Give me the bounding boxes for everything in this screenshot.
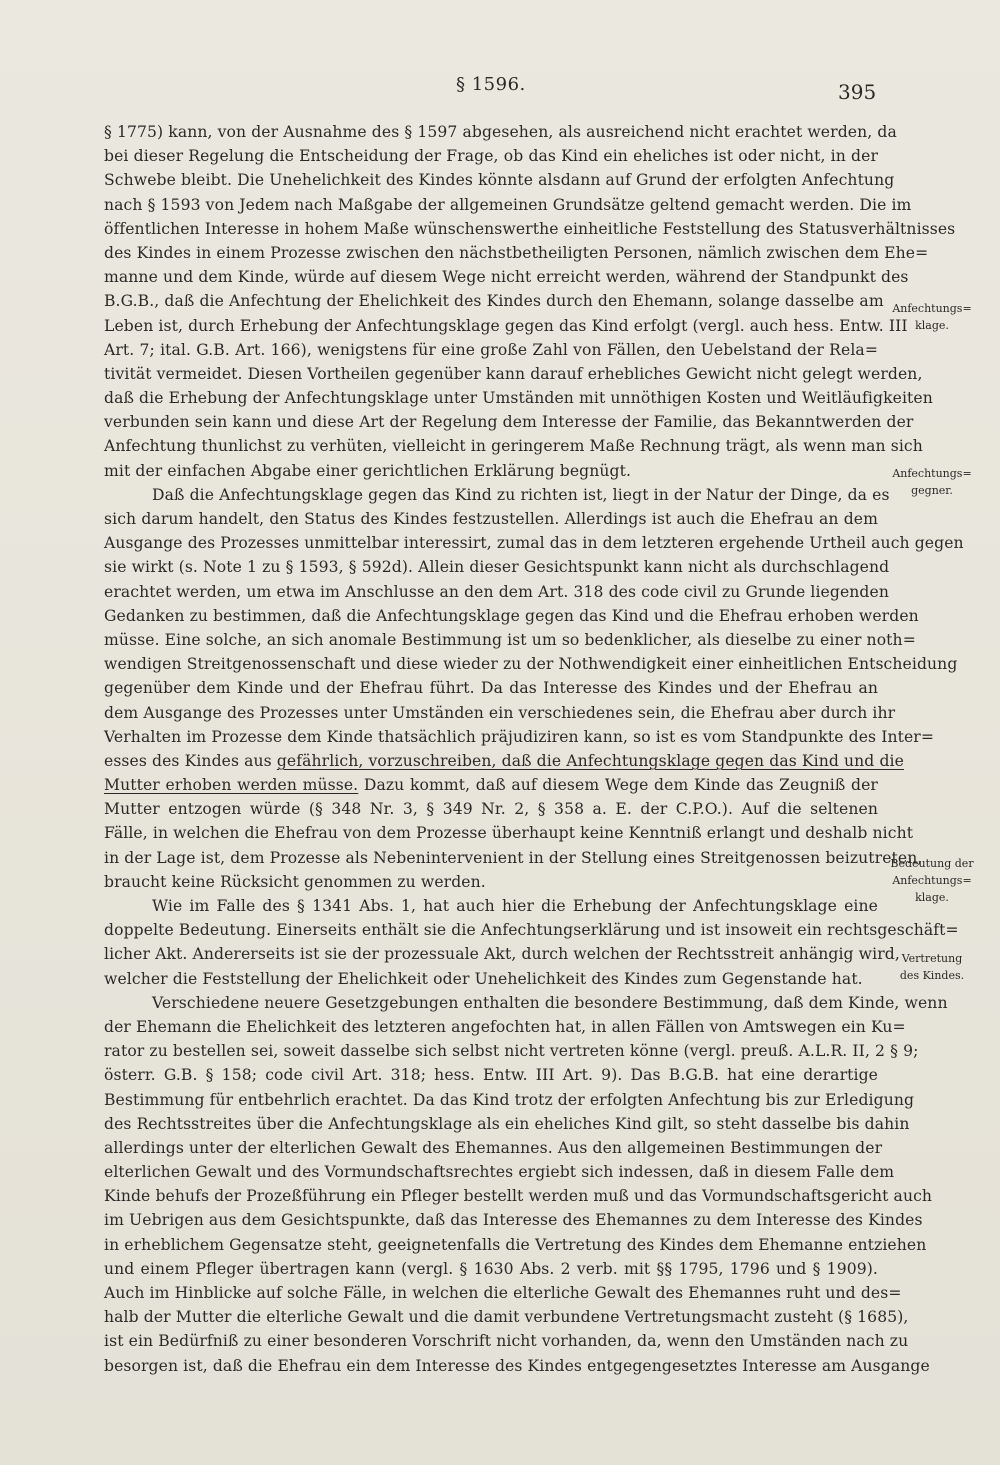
text-line: licher Akt. Andererseits ist sie der prozessuale Akt, durch welchen der Rechtsstreit anhängig wird,	[104, 945, 900, 964]
margin-note	[882, 300, 982, 334]
text-line: im Uebrigen aus dem Gesichtspunkte, daß das Interesse des Ehemannes zu dem Interesse des Kindes	[104, 1211, 923, 1230]
text-line: manne und dem Kinde, würde auf diesem Wege nicht erreicht werden, während der Standpunkt des	[104, 268, 909, 287]
text-line: welcher die Feststellung der Ehelichkeit oder Unehelichkeit des Kindes zum Gegenstande hat.	[104, 969, 863, 988]
text-line: des Kindes in einem Prozesse zwischen den nächstbetheiligten Personen, nämlich zwischen dem Ehe=	[104, 243, 929, 262]
text-line: rator zu bestellen sei, soweit dasselbe sich selbst nicht vertreten könne (vergl. preuß. A.L.R. II, 2 § 9;	[104, 1042, 919, 1061]
text-line: wendigen Streitgenossenschaft und diese wieder zu der Nothwendigkeit einer einheitlichen Entscheidung	[104, 655, 958, 674]
text-line: daß die Erhebung der Anfechtungsklage unter Umständen mit unnöthigen Kosten und Weitläufigkeiten	[104, 389, 933, 408]
underlined-passage: Mutter erhoben werden müsse.	[104, 776, 359, 795]
text-line: Verhalten im Prozesse dem Kinde thatsächlich präjudiziren kann, so ist es vom Standpunkte des Inter=	[104, 727, 935, 746]
margin-note-line: des Kindes.	[899, 969, 965, 982]
text-line: Mutter entzogen würde (§ 348 Nr. 3, § 349 Nr. 2, § 358 a. E. der C.P.O.). Auf die seltenen	[104, 800, 878, 819]
text-line: dem Ausgange des Prozesses unter Umständen ein verschiedenes sein, die Ehefrau aber durch ihr	[104, 703, 896, 722]
text-line: besorgen ist, daß die Ehefrau ein dem Interesse des Kindes entgegengesetztes Interesse am Ausgange	[104, 1356, 930, 1375]
margin-note-line: Vertretung	[901, 952, 963, 965]
text-line: nach § 1593 von Jedem nach Maßgabe der allgemeinen Grundsätze geltend gemacht werden. Die im	[104, 195, 912, 214]
text-line: braucht keine Rücksicht genommen zu werden.	[104, 872, 486, 891]
text-line: tivität vermeidet. Diesen Vortheilen gegenüber kann darauf erhebliches Gewicht nicht gelegt werden,	[104, 364, 923, 383]
text-line: B.G.B., daß die Anfechtung der Ehelichkeit des Kindes durch den Ehemann, solange dasselbe am	[104, 292, 884, 311]
text-line: mit der einfachen Abgabe einer gerichtlichen Erklärung begnügt.	[104, 461, 632, 480]
text-line: der Ehemann die Ehelichkeit des letzteren angefochten hat, in allen Fällen von Amtswegen ein Ku=	[104, 1017, 906, 1036]
text-line: Wie im Falle des § 1341 Abs. 1, hat auch hier die Erhebung der Anfechtungsklage eine	[152, 897, 878, 915]
margin-note-line: Anfechtungs=	[892, 874, 972, 887]
text-line: Verschiedene neuere Gesetzgebungen enthalten die besondere Bestimmung, daß dem Kinde, wenn	[152, 993, 948, 1012]
text-line: Fälle, in welchen die Ehefrau von dem Prozesse überhaupt keine Kenntniß erlangt und deshalb nicht	[104, 824, 914, 843]
running-head	[0, 74, 1000, 102]
margin-note	[882, 950, 982, 984]
section-heading: § 1596.	[456, 74, 526, 95]
margin-note-line: klage.	[915, 319, 949, 332]
text-line: und einem Pfleger übertragen kann (vergl. § 1630 Abs. 2 verb. mit §§ 1795, 1796 und § 1909).	[104, 1259, 878, 1278]
text-line: Art. 7; ital. G.B. Art. 166), wenigstens für eine große Zahl von Fällen, den Uebelstand der Rela=	[104, 340, 878, 359]
margin-note-line: Anfechtungs=	[892, 302, 972, 315]
text-line: in der Lage ist, dem Prozesse als Nebenintervenient in der Stellung eines Streitgenossen beizutreten,	[104, 848, 923, 867]
text-line: verbunden sein kann und diese Art der Regelung dem Interesse der Familie, das Bekanntwerden der	[104, 413, 914, 432]
text-line: esses des Kindes aus gefährlich, vorzuschreiben, daß die Anfechtungsklage gegen das Kind und die	[104, 751, 904, 770]
text-line: Ausgange des Prozesses unmittelbar interessirt, zumal das in dem letzteren ergehende Urtheil auch gegen	[104, 534, 964, 553]
text-line: elterlichen Gewalt und des Vormundschaftsrechtes ergiebt sich indessen, daß in diesem Falle dem	[104, 1163, 895, 1182]
underlined-passage: gefährlich, vorzuschreiben, daß die Anfechtungsklage gegen das Kind und die	[276, 751, 904, 770]
text-line: ist ein Bedürfniß zu einer besonderen Vorschrift nicht vorhanden, da, wenn den Umständen nach zu	[104, 1332, 909, 1351]
text-line: Anfechtung thunlichst zu verhüten, vielleicht in geringerem Maße Rechnung trägt, als wenn man sich	[104, 437, 923, 456]
text-line: österr. G.B. § 158; code civil Art. 318; hess. Entw. III Art. 9). Das B.G.B. hat eine derartige	[104, 1066, 878, 1085]
text-line: Kinde behufs der Prozeßführung ein Pfleger bestellt werden muß und das Vormundschaftsgericht auch	[104, 1187, 933, 1206]
margin-note-line: Bedeutung der	[890, 857, 974, 870]
text-line: halb der Mutter die elterliche Gewalt und die damit verbundene Vertretungsmacht zusteht (§ 1685),	[104, 1308, 909, 1327]
text-line: Gedanken zu bestimmen, daß die Anfechtungsklage gegen das Kind und die Ehefrau erhoben werden	[104, 606, 919, 625]
text-line: des Rechtsstreites über die Anfechtungsklage als ein eheliches Kind gilt, so steht dasselbe bis dahin	[104, 1114, 910, 1133]
text-line: sich darum handelt, den Status des Kindes festzustellen. Allerdings ist auch die Ehefrau an dem	[104, 510, 878, 528]
margin-note-line: gegner.	[911, 484, 953, 497]
text-line: Bestimmung für entbehrlich erachtet. Da das Kind trotz der erfolgten Anfechtung bis zur Erledigung	[104, 1090, 915, 1109]
text-line: erachtet werden, um etwa im Anschlusse an den dem Art. 318 des code civil zu Grunde liegenden	[104, 582, 889, 601]
text-line: müsse. Eine solche, an sich anomale Bestimmung ist um so bedenklicher, als dieselbe zu einer noth=	[104, 630, 916, 649]
text-line: doppelte Bedeutung. Einerseits enthält sie die Anfechtungserklärung und ist insoweit ein rechtsgeschäft=	[104, 921, 959, 940]
text-line: gegenüber dem Kinde und der Ehefrau führt. Da das Interesse des Kindes und der Ehefrau an	[104, 679, 878, 698]
text-line: § 1775) kann, von der Ausnahme des § 1597 abgesehen, als ausreichend nicht erachtet werden, da	[104, 123, 897, 141]
text-line: Daß die Anfechtungsklage gegen das Kind zu richten ist, liegt in der Natur der Dinge, da es	[152, 485, 890, 504]
page-number: 395	[838, 80, 877, 104]
margin-note-line: Anfechtungs=	[892, 467, 972, 480]
text-line: allerdings unter der elterlichen Gewalt des Ehemannes. Aus den allgemeinen Bestimmungen der	[104, 1138, 883, 1157]
text-line: sie wirkt (s. Note 1 zu § 1593, § 592d). Allein dieser Gesichtspunkt kann nicht als durchschlagend	[104, 558, 890, 577]
text-line: bei dieser Regelung die Entscheidung der Frage, ob das Kind ein eheliches ist oder nicht, in der	[104, 147, 878, 166]
text-line: Leben ist, durch Erhebung der Anfechtungsklage gegen das Kind erfolgt (vergl. auch hess. Entw. III	[104, 316, 908, 335]
text-line: Auch im Hinblicke auf solche Fälle, in welchen die elterliche Gewalt des Ehemannes ruht und des=	[104, 1284, 902, 1302]
text-line: Mutter erhoben werden müsse. Dazu kommt, daß auf diesem Wege dem Kinde das Zeugniß der	[104, 776, 878, 795]
text-line: öffentlichen Interesse in hohem Maße wünschenswerthe einheitliche Feststellung des Statusverhältnisses	[104, 219, 956, 238]
margin-note	[882, 465, 982, 499]
text-line: Schwebe bleibt. Die Unehelichkeit des Kindes könnte alsdann auf Grund der erfolgten Anfechtung	[104, 171, 895, 190]
margin-note	[882, 855, 982, 906]
margin-note-line: klage.	[915, 891, 949, 904]
text-line: in erheblichem Gegensatze steht, geeignetenfalls die Vertretung des Kindes dem Ehemanne entziehen	[104, 1235, 927, 1254]
